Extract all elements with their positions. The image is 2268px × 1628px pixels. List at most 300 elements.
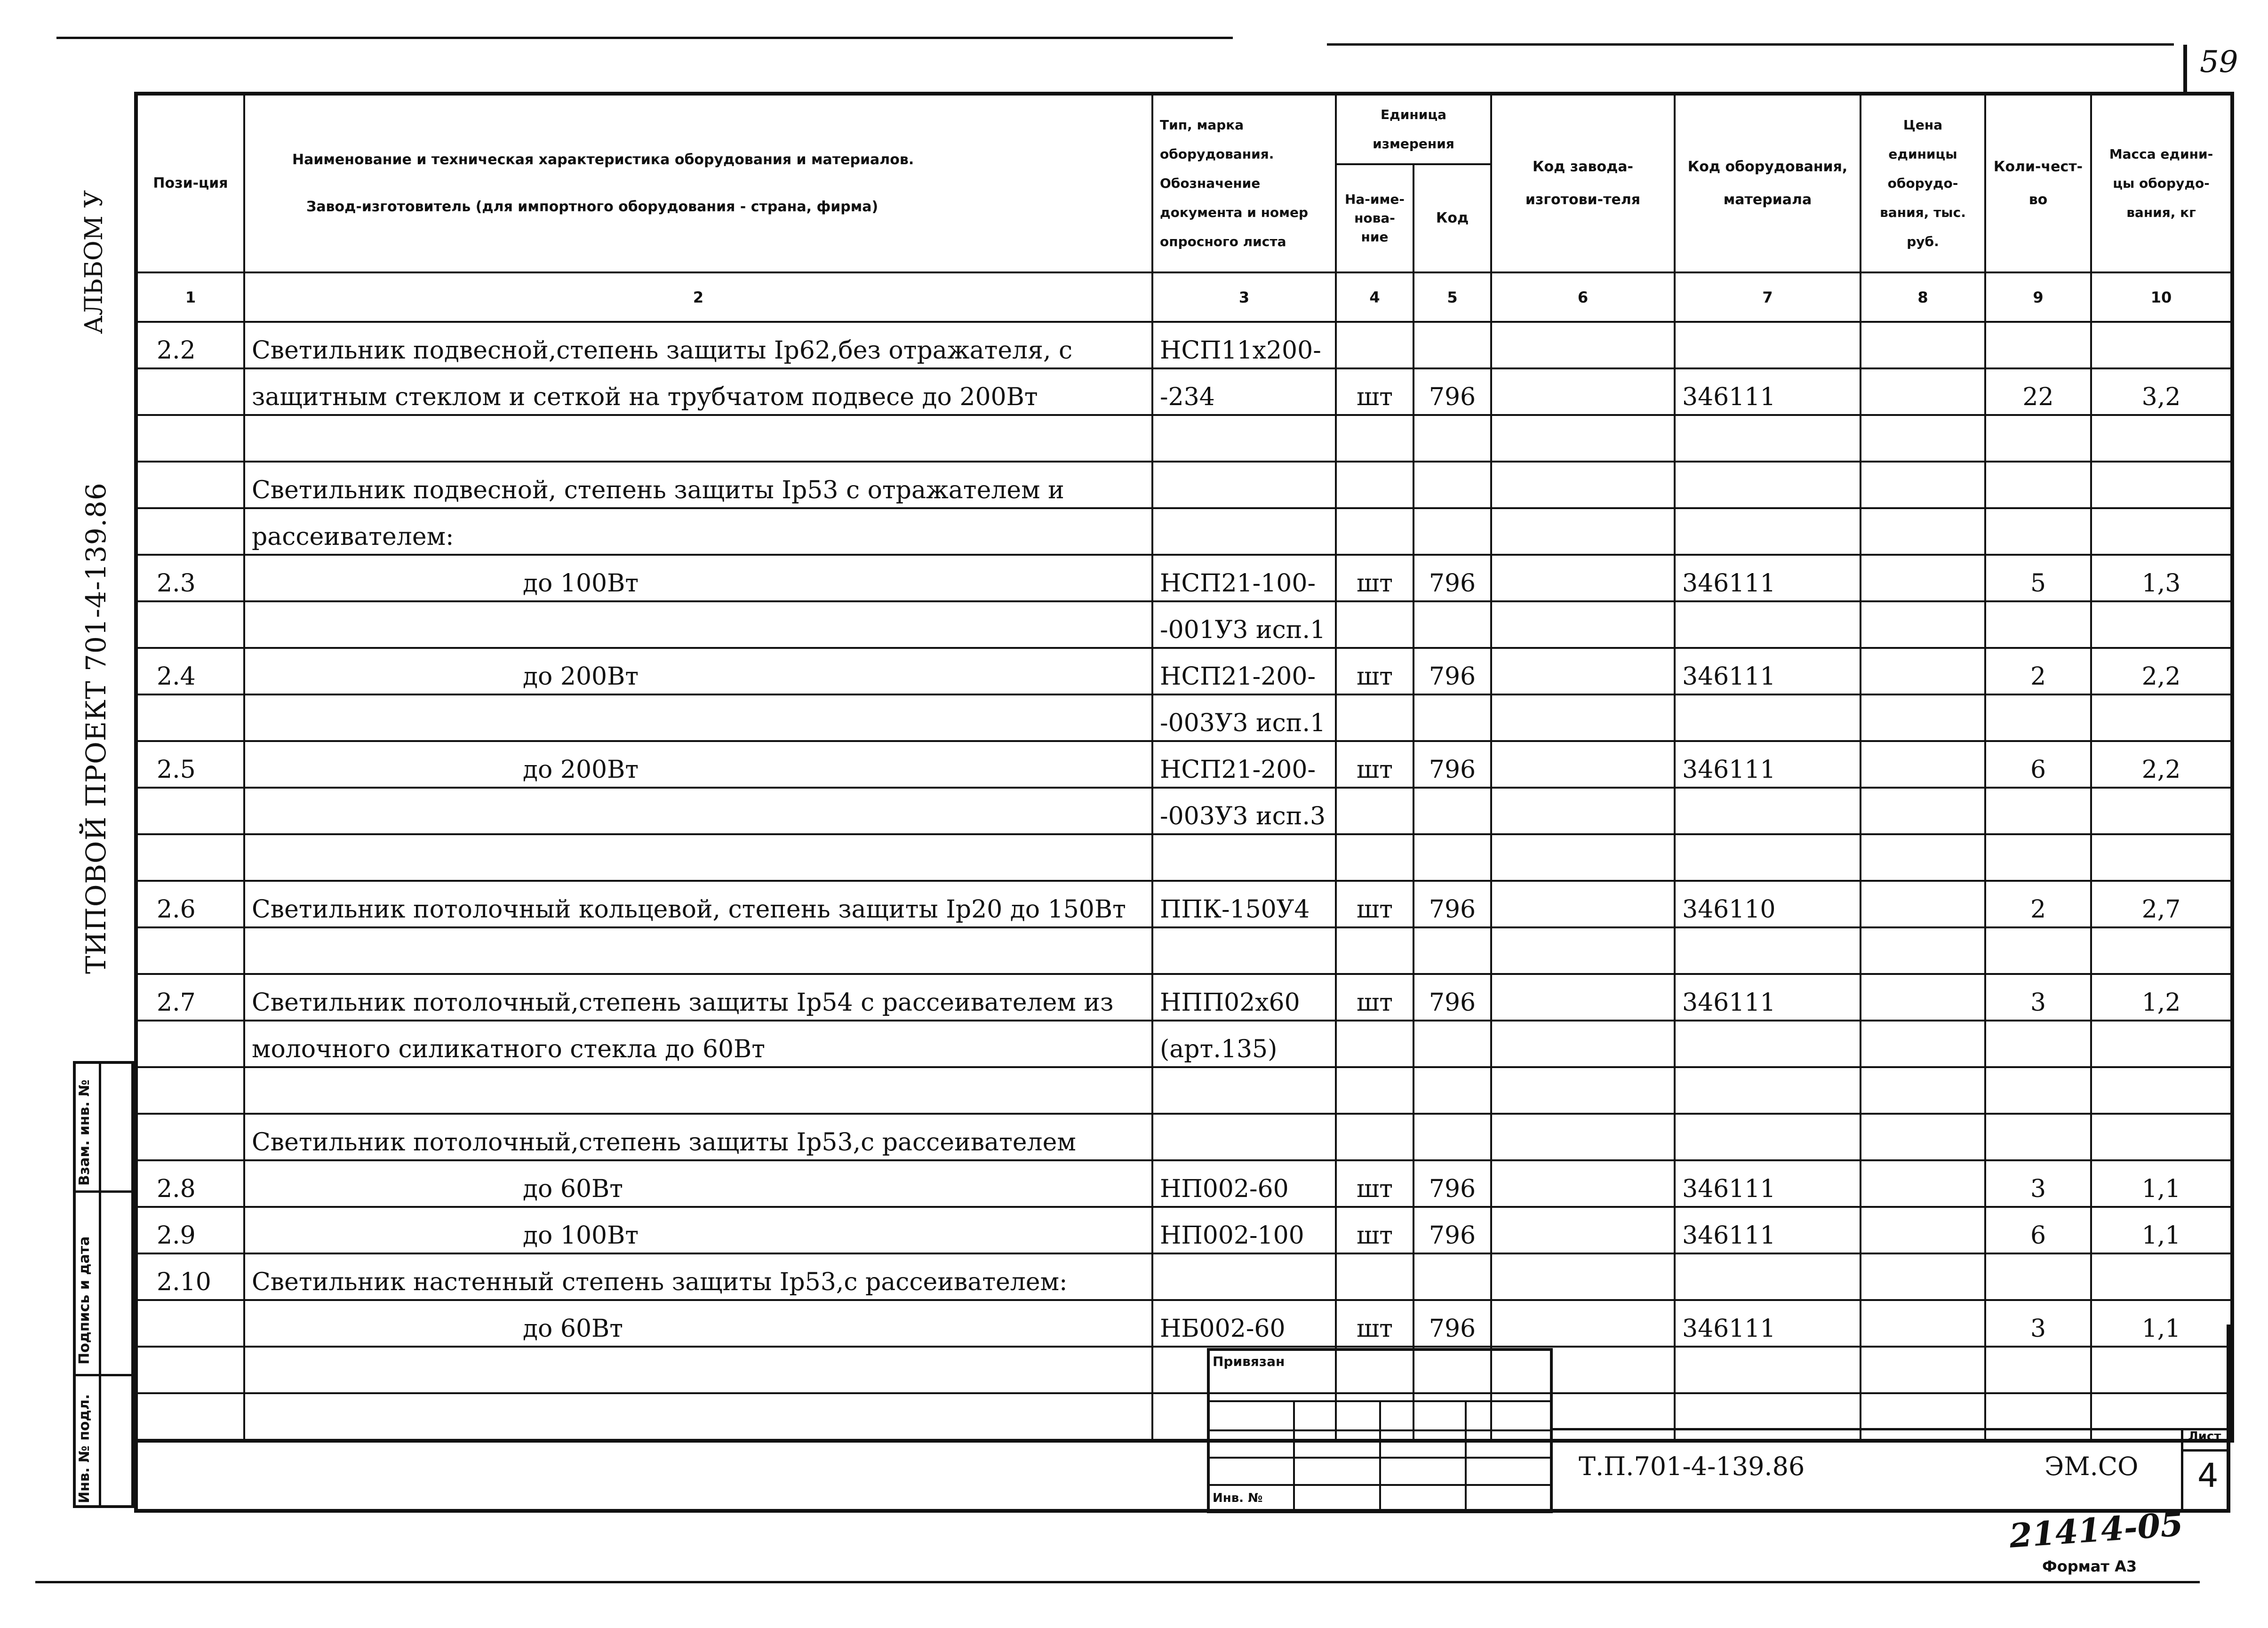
row-name (244, 694, 1152, 741)
row-factory-code (1491, 694, 1675, 741)
row-unit-code (1414, 694, 1491, 741)
row-position (136, 694, 244, 741)
row-unit: шт (1336, 368, 1414, 415)
row-factory-code (1491, 368, 1675, 415)
row-material-code (1675, 788, 1861, 834)
row-name: молочного силикатного стекла до 60Вт (244, 1021, 1152, 1067)
row-material-code (1675, 927, 1861, 974)
row-unit-code (1414, 927, 1491, 974)
stamp-cell (1294, 1458, 1380, 1485)
row-unit (1336, 601, 1414, 648)
row-factory-code (1491, 741, 1675, 788)
row-position (136, 462, 244, 508)
header-quantity: Коли-чест-во (1985, 94, 2091, 272)
top-rule-left (56, 37, 1233, 39)
row-mass (2091, 1114, 2232, 1160)
inv-label: Инв. № (1208, 1485, 1294, 1512)
header-name-line1: Наименование и техническая характеристика оборудования и материалов. (292, 152, 914, 168)
row-type: НСП21-100- (1152, 555, 1336, 601)
row-unit-code (1414, 788, 1491, 834)
row-material-code (1675, 601, 1861, 648)
table-row (136, 788, 2232, 834)
row-unit (1336, 927, 1414, 974)
row-name: Светильник подвесной, степень защиты Ip53 с отражателем и (244, 462, 1152, 508)
row-type: НП002-100 (1152, 1207, 1336, 1253)
row-factory-code (1491, 1114, 1675, 1160)
row-material-code (1675, 508, 1861, 555)
row-mass (2091, 1021, 2232, 1067)
row-unit: шт (1336, 648, 1414, 694)
row-type: ППК-150У4 (1152, 881, 1336, 927)
row-unit (1336, 694, 1414, 741)
row-factory-code (1491, 1067, 1675, 1114)
row-quantity: 2 (1985, 881, 2091, 927)
row-unit (1336, 788, 1414, 834)
row-unit (1336, 415, 1414, 462)
row-position: 2.9 (136, 1207, 244, 1253)
page-number: 59 (2200, 45, 2238, 80)
stamp-cell (1294, 1430, 1380, 1458)
row-factory-code (1491, 974, 1675, 1021)
row-unit (1336, 1067, 1414, 1114)
row-price (1861, 1253, 1985, 1300)
row-type (1152, 834, 1336, 881)
row-type (1152, 462, 1336, 508)
row-quantity: 3 (1985, 974, 2091, 1021)
row-name: до 200Вт (244, 741, 1152, 788)
header-unit-code: Код (1414, 164, 1491, 272)
row-type: -003У3 исп.3 (1152, 788, 1336, 834)
table-row (136, 462, 2232, 508)
section-code: ЭМ.СО (2044, 1452, 2139, 1481)
row-position (136, 1021, 244, 1067)
row-mass (2091, 1067, 2232, 1114)
header-factory-code: Код завода-изготови-теля (1491, 94, 1675, 272)
row-name: до 100Вт (244, 555, 1152, 601)
row-unit-code (1414, 322, 1491, 368)
row-position (136, 601, 244, 648)
row-factory-code (1491, 648, 1675, 694)
stamp-cell (1466, 1485, 1551, 1512)
row-price (1861, 601, 1985, 648)
row-type: -001У3 исп.1 (1152, 601, 1336, 648)
row-unit (1336, 462, 1414, 508)
row-position: 2.5 (136, 741, 244, 788)
row-name: до 60Вт (244, 1300, 1152, 1347)
colnum-9: 9 (1985, 272, 2091, 322)
row-mass (2091, 694, 2232, 741)
stamp-cell (1208, 1401, 1294, 1430)
row-unit-code: 796 (1414, 974, 1491, 1021)
row-unit-code (1414, 1253, 1491, 1300)
row-factory-code (1491, 1253, 1675, 1300)
header-unit: Единица измерения (1336, 94, 1491, 164)
specification-table (134, 92, 2234, 1443)
row-quantity (1985, 508, 2091, 555)
format-label: Формат А3 (2042, 1557, 2137, 1575)
row-material-code (1675, 1067, 1861, 1114)
row-name (244, 788, 1152, 834)
stamp-cell (1380, 1401, 1466, 1430)
row-position (136, 1114, 244, 1160)
row-factory-code (1491, 508, 1675, 555)
table-row (136, 974, 2232, 1021)
row-mass: 2,7 (2091, 881, 2232, 927)
row-material-code (1675, 415, 1861, 462)
row-unit-code: 796 (1414, 741, 1491, 788)
row-price (1861, 508, 1985, 555)
stamp-cell (1466, 1430, 1551, 1458)
row-unit-code: 796 (1414, 555, 1491, 601)
specification-body (136, 322, 2232, 1441)
row-quantity: 6 (1985, 741, 2091, 788)
stamp-cell (1380, 1430, 1466, 1458)
row-type (1152, 1114, 1336, 1160)
row-material-code: 346111 (1675, 974, 1861, 1021)
row-unit-code (1414, 601, 1491, 648)
row-type: НПП02х60 (1152, 974, 1336, 1021)
row-position (136, 834, 244, 881)
row-name: защитным стеклом и сеткой на трубчатом подвесе до 200Вт (244, 368, 1152, 415)
sheet-box-divider (2181, 1449, 2230, 1452)
stamp-vzam: Взам. инв. № (76, 1079, 93, 1186)
row-mass: 3,2 (2091, 368, 2232, 415)
colnum-2: 2 (244, 272, 1152, 322)
table-row (136, 322, 2232, 368)
row-material-code (1675, 834, 1861, 881)
row-unit-code (1414, 415, 1491, 462)
colnum-4: 4 (1336, 272, 1414, 322)
table-row (136, 415, 2232, 462)
table-row (136, 1207, 2232, 1253)
row-mass (2091, 462, 2232, 508)
row-type: (арт.135) (1152, 1021, 1336, 1067)
stamp-inv: Инв. № подл. (76, 1394, 93, 1503)
row-name: Светильник потолочный кольцевой, степень защиты Ip20 до 150Вт (244, 881, 1152, 927)
table-row (136, 694, 2232, 741)
row-position (136, 415, 244, 462)
row-price (1861, 1067, 1985, 1114)
row-position: 2.2 (136, 322, 244, 368)
stamp-cell (1466, 1401, 1551, 1430)
row-unit (1336, 508, 1414, 555)
row-material-code: 346111 (1675, 1207, 1861, 1253)
row-quantity (1985, 322, 2091, 368)
row-factory-code (1491, 881, 1675, 927)
colnum-10: 10 (2091, 272, 2232, 322)
row-material-code (1675, 1253, 1861, 1300)
table-row (136, 1021, 2232, 1067)
row-factory-code (1491, 1021, 1675, 1067)
row-price (1861, 1021, 1985, 1067)
row-type: -003У3 исп.1 (1152, 694, 1336, 741)
row-material-code: 346111 (1675, 741, 1861, 788)
row-name (244, 927, 1152, 974)
row-mass: 1,1 (2091, 1207, 2232, 1253)
row-name: рассеивателем: (244, 508, 1152, 555)
row-quantity (1985, 694, 2091, 741)
header-name-line2: Завод-изготовитель (для импортного оборудования - страна, фирма) (306, 199, 878, 215)
row-material-code: 346111 (1675, 555, 1861, 601)
row-unit-code: 796 (1414, 1160, 1491, 1207)
row-type: НСП11х200- (1152, 322, 1336, 368)
row-name: до 200Вт (244, 648, 1152, 694)
row-price (1861, 368, 1985, 415)
side-stamp-sep-1 (73, 1190, 134, 1193)
row-quantity (1985, 834, 2091, 881)
row-quantity (1985, 927, 2091, 974)
row-name (244, 1067, 1152, 1114)
row-unit: шт (1336, 974, 1414, 1021)
row-unit-code (1414, 508, 1491, 555)
row-unit: шт (1336, 1300, 1414, 1347)
row-type: НБ002-60 (1152, 1300, 1336, 1347)
stamp-cell (1208, 1458, 1294, 1485)
table-row (136, 741, 2232, 788)
table-row (136, 368, 2232, 415)
row-material-code: 346111 (1675, 368, 1861, 415)
bottom-rule (35, 1581, 2200, 1583)
row-material-code (1675, 694, 1861, 741)
row-price (1861, 415, 1985, 462)
row-quantity (1985, 1021, 2091, 1067)
row-mass (2091, 1253, 2232, 1300)
row-unit-code (1414, 834, 1491, 881)
row-name (244, 834, 1152, 881)
row-type: НСП21-200- (1152, 741, 1336, 788)
row-factory-code (1491, 555, 1675, 601)
row-price (1861, 322, 1985, 368)
row-price (1861, 927, 1985, 974)
title-block-top-line (1553, 1428, 2230, 1430)
row-material-code (1675, 1021, 1861, 1067)
colnum-3: 3 (1152, 272, 1336, 322)
header-material-code: Код оборудования, материала (1675, 94, 1861, 272)
row-type (1152, 927, 1336, 974)
album-label: АЛЬБОМ У (80, 190, 108, 334)
row-price (1861, 1114, 1985, 1160)
row-unit (1336, 834, 1414, 881)
row-position: 2.8 (136, 1160, 244, 1207)
row-position (136, 508, 244, 555)
colnum-5: 5 (1414, 272, 1491, 322)
row-price (1861, 881, 1985, 927)
row-price (1861, 462, 1985, 508)
table-row (136, 601, 2232, 648)
row-mass: 2,2 (2091, 741, 2232, 788)
top-rule-right (1327, 43, 2174, 46)
row-price (1861, 1207, 1985, 1253)
row-position: 2.6 (136, 881, 244, 927)
stamp-cell (1380, 1485, 1466, 1512)
table-row (136, 648, 2232, 694)
row-unit: шт (1336, 881, 1414, 927)
row-material-code: 346111 (1675, 648, 1861, 694)
header-position: Пози-ция (136, 94, 244, 272)
table-row (136, 1160, 2232, 1207)
row-type (1152, 415, 1336, 462)
stamp-cell (1380, 1458, 1466, 1485)
row-factory-code (1491, 601, 1675, 648)
row-quantity (1985, 1253, 2091, 1300)
stamp-cell (1294, 1401, 1380, 1430)
row-position (136, 788, 244, 834)
row-unit-code (1414, 1021, 1491, 1067)
row-factory-code (1491, 1160, 1675, 1207)
row-position: 2.3 (136, 555, 244, 601)
row-position: 2.7 (136, 974, 244, 1021)
doc-code: Т.П.701-4-139.86 (1579, 1452, 1805, 1481)
table-row (136, 881, 2232, 927)
row-position: 2.4 (136, 648, 244, 694)
row-factory-code (1491, 415, 1675, 462)
row-mass: 1,1 (2091, 1300, 2232, 1347)
header-name (244, 94, 1152, 272)
row-mass: 1,2 (2091, 974, 2232, 1021)
row-unit: шт (1336, 555, 1414, 601)
row-price (1861, 555, 1985, 601)
row-mass (2091, 601, 2232, 648)
row-type: НП002-60 (1152, 1160, 1336, 1207)
colnum-8: 8 (1861, 272, 1985, 322)
header-price: Цена единицы оборудо-вания, тыс. руб. (1861, 94, 1985, 272)
attached-label: Привязан (1208, 1349, 1551, 1401)
table-row (136, 1067, 2232, 1114)
row-price (1861, 974, 1985, 1021)
table-row (136, 508, 2232, 555)
row-unit (1336, 1021, 1414, 1067)
row-price (1861, 788, 1985, 834)
row-type (1152, 1067, 1336, 1114)
project-label: ТИПОВОЙ ПРОЕКТ 701-4-139.86 (80, 482, 112, 974)
row-quantity: 5 (1985, 555, 2091, 601)
row-quantity: 3 (1985, 1160, 2091, 1207)
attached-stamp (1207, 1348, 1553, 1513)
row-name: Светильник потолочный,степень защиты Ip54 с рассеивателем из (244, 974, 1152, 1021)
row-unit: шт (1336, 741, 1414, 788)
row-unit-code: 796 (1414, 1300, 1491, 1347)
row-unit (1336, 322, 1414, 368)
row-factory-code (1491, 1207, 1675, 1253)
stamp-cell (1466, 1458, 1551, 1485)
row-mass (2091, 927, 2232, 974)
header-type: Тип, марка оборудования. Обозначение документа и номер опросного листа (1152, 94, 1336, 272)
row-quantity (1985, 1114, 2091, 1160)
row-type: -234 (1152, 368, 1336, 415)
row-unit: шт (1336, 1160, 1414, 1207)
row-quantity: 6 (1985, 1207, 2091, 1253)
row-price (1861, 648, 1985, 694)
row-quantity (1985, 462, 2091, 508)
row-position (136, 927, 244, 974)
row-name (244, 415, 1152, 462)
page-number-box (2183, 45, 2187, 92)
row-name: до 100Вт (244, 1207, 1152, 1253)
row-factory-code (1491, 788, 1675, 834)
row-type: НСП21-200- (1152, 648, 1336, 694)
column-numbers-row (136, 272, 2232, 322)
row-material-code: 346111 (1675, 1300, 1861, 1347)
colnum-1: 1 (136, 272, 244, 322)
row-quantity: 3 (1985, 1300, 2091, 1347)
row-price (1861, 1160, 1985, 1207)
row-quantity (1985, 788, 2091, 834)
row-unit-code: 796 (1414, 368, 1491, 415)
row-unit-code (1414, 462, 1491, 508)
handwritten-number: 21414-05 (2008, 1504, 2185, 1556)
table-row (136, 555, 2232, 601)
row-price (1861, 694, 1985, 741)
row-unit-code (1414, 1067, 1491, 1114)
row-name: до 60Вт (244, 1160, 1152, 1207)
stamp-podpis: Подпись и дата (76, 1236, 93, 1365)
row-unit (1336, 1114, 1414, 1160)
table-row (136, 834, 2232, 881)
row-type (1152, 1253, 1336, 1300)
stamp-cell (1208, 1430, 1294, 1458)
row-mass (2091, 508, 2232, 555)
row-material-code (1675, 462, 1861, 508)
row-material-code: 346111 (1675, 1160, 1861, 1207)
row-price (1861, 834, 1985, 881)
colnum-6: 6 (1491, 272, 1675, 322)
row-unit (1336, 1253, 1414, 1300)
row-name: Светильник потолочный,степень защиты Ip53,с рассеивателем (244, 1114, 1152, 1160)
row-position (136, 1067, 244, 1114)
row-name (244, 601, 1152, 648)
colnum-7: 7 (1675, 272, 1861, 322)
row-mass (2091, 788, 2232, 834)
row-mass (2091, 322, 2232, 368)
row-quantity: 2 (1985, 648, 2091, 694)
table-row (136, 927, 2232, 974)
row-quantity: 22 (1985, 368, 2091, 415)
row-unit: шт (1336, 1207, 1414, 1253)
row-position (136, 368, 244, 415)
row-name: Светильник настенный степень защиты Ip53,с рассеивателем: (244, 1253, 1152, 1300)
row-mass: 1,1 (2091, 1160, 2232, 1207)
row-unit-code: 796 (1414, 1207, 1491, 1253)
side-stamp-sep-2 (73, 1374, 134, 1376)
row-price (1861, 741, 1985, 788)
row-quantity (1985, 601, 2091, 648)
row-material-code (1675, 322, 1861, 368)
row-mass: 1,3 (2091, 555, 2232, 601)
sheet-label: Лист (2188, 1429, 2221, 1444)
row-type (1152, 508, 1336, 555)
stamp-cell (1294, 1485, 1380, 1512)
header-mass: Масса едини-цы оборудо-вания, кг (2091, 94, 2232, 272)
row-factory-code (1491, 834, 1675, 881)
row-unit-code: 796 (1414, 648, 1491, 694)
table-row (136, 1253, 2232, 1300)
row-quantity (1985, 1067, 2091, 1114)
row-quantity (1985, 415, 2091, 462)
sheet-number: 4 (2197, 1456, 2219, 1495)
row-mass (2091, 834, 2232, 881)
row-factory-code (1491, 462, 1675, 508)
title-block-frame (134, 1325, 2230, 1513)
row-unit-code (1414, 1114, 1491, 1160)
row-mass: 2,2 (2091, 648, 2232, 694)
row-material-code (1675, 1114, 1861, 1160)
row-factory-code (1491, 322, 1675, 368)
row-material-code: 346110 (1675, 881, 1861, 927)
row-name: Светильник подвесной,степень защиты Ip62,без отражателя, с (244, 322, 1152, 368)
row-mass (2091, 415, 2232, 462)
row-factory-code (1491, 927, 1675, 974)
row-position: 2.10 (136, 1253, 244, 1300)
